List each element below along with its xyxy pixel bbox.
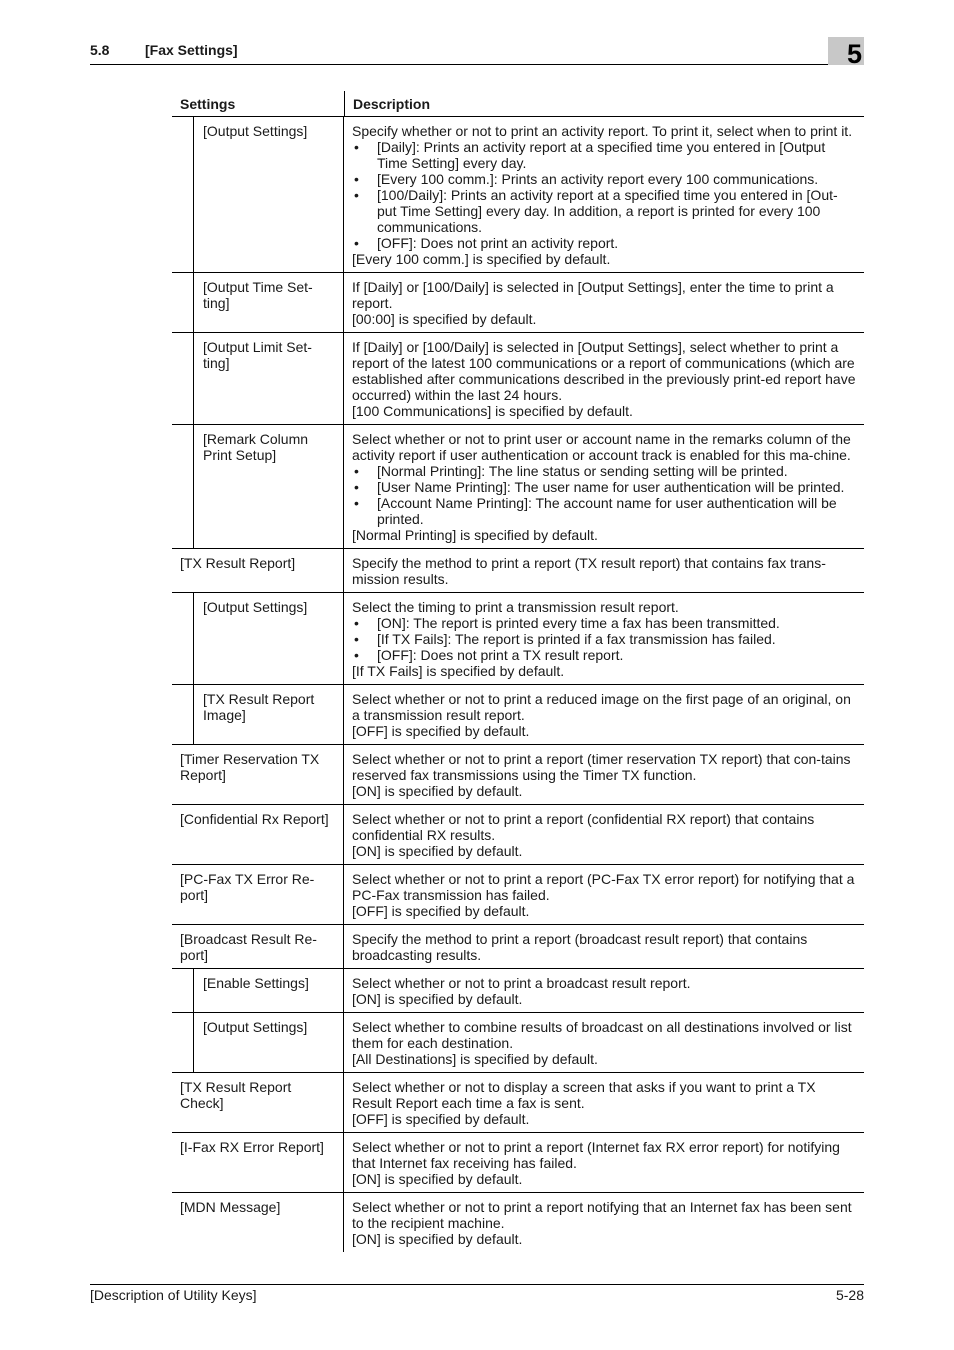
bullet-icon: • (354, 463, 359, 479)
setting-name: [PC-Fax TX Error Re-port] (180, 871, 315, 903)
description-cell (344, 549, 864, 592)
description-text: [OFF] is specified by default. (352, 723, 530, 739)
bullet-item (352, 235, 856, 251)
column-header-settings: Settings (180, 96, 236, 112)
bullet-text: [OFF]: Does not print a TX result report. (377, 647, 624, 663)
description-text: Specify whether or not to print an activity report. To print it, select when to print it. (352, 123, 853, 139)
column-header-description: Description (353, 96, 431, 112)
description-text: [If TX Fails] is specified by default. (352, 663, 565, 679)
table-body (172, 117, 864, 1252)
table-header (172, 91, 864, 117)
description-text: [00:00] is specified by default. (352, 311, 537, 327)
setting-name: [Output Settings] (203, 1019, 308, 1035)
table-row (172, 865, 864, 925)
section-number: 5.8 (90, 42, 110, 58)
bullet-item (352, 631, 856, 647)
description-cell (344, 1193, 864, 1252)
bullet-icon: • (354, 631, 359, 647)
description-text: [Normal Printing] is specified by default. (352, 527, 598, 543)
bullet-item (352, 171, 856, 187)
sub-setting-indent (172, 333, 194, 424)
setting-cell (172, 1133, 344, 1192)
setting-name: [Output Settings] (203, 123, 308, 139)
bullet-icon: • (354, 479, 359, 495)
setting-cell (172, 925, 344, 968)
description-text: Select whether or not to print a report (PC-Fax TX error report) for notifying that a PC-Fax transmission has failed. (352, 871, 855, 903)
description-text: [OFF] is specified by default. (352, 903, 530, 919)
bullet-item (352, 463, 856, 479)
setting-cell (172, 273, 344, 332)
bullet-icon: • (354, 171, 359, 187)
setting-cell (172, 1193, 344, 1252)
setting-cell (172, 593, 344, 684)
table-row (172, 1133, 864, 1193)
footer-rule (90, 1284, 864, 1285)
description-text: Specify the method to print a report (broadcast result report) that contains broadcasting results. (352, 931, 808, 963)
table-row (172, 273, 864, 333)
description-cell (344, 333, 864, 424)
description-text: Select whether or not to print a report (confidential RX report) that contains confidential RX results. (352, 811, 815, 843)
setting-cell (172, 117, 344, 272)
table-row (172, 925, 864, 969)
bullet-text: [Daily]: Prints an activity report at a specified time you entered in [Output Time Setting] every day. (377, 139, 826, 171)
setting-name: [TX Result Report] (180, 555, 296, 571)
setting-name: [Timer Reservation TX Report] (180, 751, 320, 783)
description-text: If [Daily] or [100/Daily] is selected in [Output Settings], enter the time to print a report. (352, 279, 834, 311)
header-rule (90, 64, 864, 65)
table-row (172, 805, 864, 865)
table-row (172, 593, 864, 685)
bullet-icon: • (354, 647, 359, 663)
description-text: Select the timing to print a transmission result report. (352, 599, 679, 615)
bullet-item (352, 479, 856, 495)
bullet-text: [OFF]: Does not print an activity report. (377, 235, 619, 251)
bullet-icon: • (354, 495, 359, 511)
bullet-icon: • (354, 187, 359, 203)
description-text: If [Daily] or [100/Daily] is selected in [Output Settings], select whether to print a report of the latest 100 communications or a report of communications (which are established after communications described in the previously print-ed report have occurred) within the last 24 hours. (352, 339, 856, 403)
description-cell (344, 593, 864, 684)
sub-setting-indent (172, 117, 194, 272)
bullet-icon: • (354, 139, 359, 155)
setting-cell (172, 1013, 344, 1072)
description-text: Select whether to combine results of broadcast on all destinations involved or list them for each destination. (352, 1019, 852, 1051)
description-cell (344, 117, 864, 272)
setting-name: [Enable Settings] (203, 975, 309, 991)
bullet-icon: • (354, 235, 359, 251)
setting-name: [Remark Column Print Setup] (203, 431, 309, 463)
description-text: [ON] is specified by default. (352, 1171, 523, 1187)
description-text: [ON] is specified by default. (352, 1231, 523, 1247)
description-text: [Every 100 comm.] is specified by default. (352, 251, 611, 267)
description-cell (344, 425, 864, 548)
description-text: Select whether or not to print a report (Internet fax RX error report) for notifying that Internet fax receiving has failed. (352, 1139, 840, 1171)
setting-cell (172, 1073, 344, 1132)
description-cell (344, 925, 864, 968)
sub-setting-indent (172, 273, 194, 332)
description-text: [All Destinations] is specified by default. (352, 1051, 598, 1067)
table-row (172, 1073, 864, 1133)
setting-name: [TX Result Report Image] (203, 691, 315, 723)
sub-setting-indent (172, 969, 194, 1012)
table-row (172, 1013, 864, 1073)
setting-name: [MDN Message] (180, 1199, 281, 1215)
setting-cell (172, 549, 344, 592)
setting-cell (172, 745, 344, 804)
description-cell (344, 273, 864, 332)
description-text: [OFF] is specified by default. (352, 1111, 530, 1127)
setting-name: [Output Settings] (203, 599, 308, 615)
sub-setting-indent (172, 425, 194, 548)
sub-setting-indent (172, 685, 194, 744)
chapter-badge: 5 (828, 37, 864, 65)
description-cell (344, 1133, 864, 1192)
setting-cell (172, 969, 344, 1012)
table-row (172, 549, 864, 593)
table-row (172, 333, 864, 425)
description-text: Select whether or not to print a broadcast result report. (352, 975, 691, 991)
table-row (172, 117, 864, 273)
description-text: [ON] is specified by default. (352, 991, 523, 1007)
table-row (172, 969, 864, 1013)
description-text: Select whether or not to print user or account name in the remarks column of the activity report if user authentication or account track is enabled for this ma-chine. (352, 431, 851, 463)
bullet-item (352, 187, 856, 235)
bullet-text: [If TX Fails]: The report is printed if a fax transmission has failed. (377, 631, 776, 647)
bullet-item (352, 647, 856, 663)
table-row (172, 1193, 864, 1252)
description-cell (344, 805, 864, 864)
setting-name: [TX Result Report Check] (180, 1079, 292, 1111)
footer-title: [Description of Utility Keys] (90, 1287, 257, 1303)
setting-cell (172, 805, 344, 864)
bullet-item (352, 139, 856, 171)
sub-setting-indent (172, 1013, 194, 1072)
setting-cell (172, 425, 344, 548)
setting-cell (172, 865, 344, 924)
setting-name: [I-Fax RX Error Report] (180, 1139, 324, 1155)
settings-table (172, 91, 864, 1252)
description-cell (344, 1013, 864, 1072)
bullet-text: [ON]: The report is printed every time a fax has been transmitted. (377, 615, 780, 631)
setting-name: [Confidential Rx Report] (180, 811, 329, 827)
setting-cell (172, 333, 344, 424)
description-cell (344, 969, 864, 1012)
bullet-text: [Account Name Printing]: The account name for user authentication will be printed. (377, 495, 837, 527)
description-cell (344, 745, 864, 804)
bullet-text: [100/Daily]: Prints an activity report at a specified time you entered in [Out-put Time Setting] every day. In addition, a report is printed for every 100 communications. (377, 187, 838, 235)
description-text: Select whether or not to display a screen that asks if you want to print a TX Result Report each time a fax is sent. (352, 1079, 816, 1111)
sub-setting-indent (172, 593, 194, 684)
bullet-text: [Normal Printing]: The line status or sending setting will be printed. (377, 463, 788, 479)
description-text: Select whether or not to print a report notifying that an Internet fax has been sent to the recipient machine. (352, 1199, 852, 1231)
description-text: Select whether or not to print a reduced image on the first page of an original, on a transmission result report. (352, 691, 851, 723)
bullet-item (352, 495, 856, 527)
description-text: Specify the method to print a report (TX result report) that contains fax trans-mission results. (352, 555, 826, 587)
section-title: [Fax Settings] (145, 42, 238, 58)
bullet-item (352, 615, 856, 631)
description-text: [ON] is specified by default. (352, 843, 523, 859)
description-text: [100 Communications] is specified by default. (352, 403, 633, 419)
page-number: 5-28 (835, 1287, 864, 1303)
table-row (172, 425, 864, 549)
description-text: [ON] is specified by default. (352, 783, 523, 799)
table-row (172, 745, 864, 805)
description-cell (344, 1073, 864, 1132)
description-cell (344, 865, 864, 924)
setting-cell (172, 685, 344, 744)
setting-name: [Output Limit Set-ting] (203, 339, 312, 371)
setting-name: [Output Time Set-ting] (203, 279, 313, 311)
bullet-icon: • (354, 615, 359, 631)
bullet-text: [User Name Printing]: The user name for user authentication will be printed. (377, 479, 845, 495)
description-text: Select whether or not to print a report (timer reservation TX report) that con-tains reserved fax transmissions using the Timer TX function. (352, 751, 851, 783)
description-cell (344, 685, 864, 744)
bullet-text: [Every 100 comm.]: Prints an activity report every 100 communications. (377, 171, 819, 187)
setting-name: [Broadcast Result Re-port] (180, 931, 317, 963)
table-row (172, 685, 864, 745)
